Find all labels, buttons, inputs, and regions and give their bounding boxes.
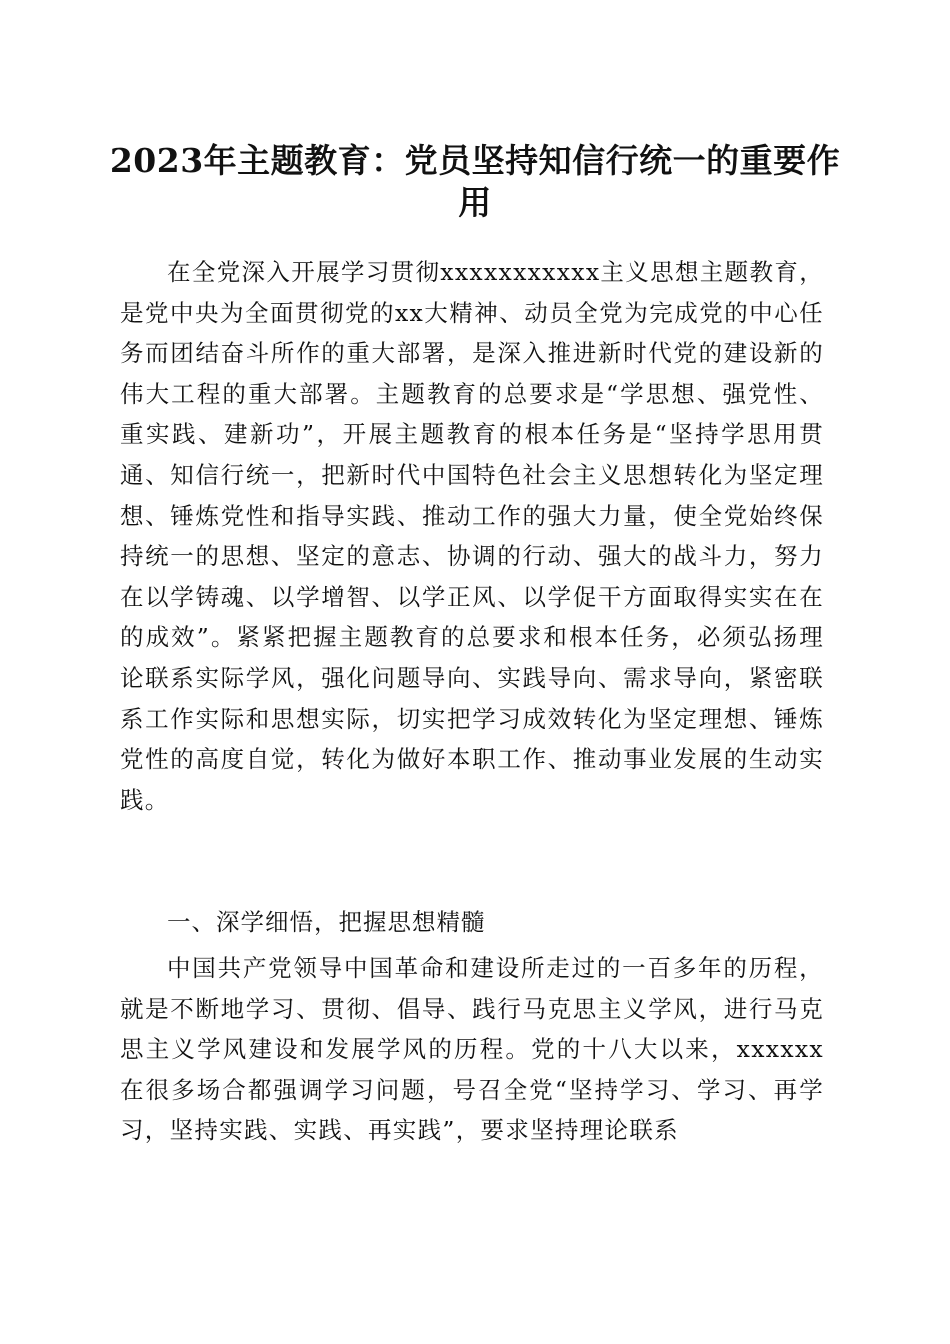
intro-paragraph: 在全党深入开展学习贯彻xxxxxxxxxxx主义思想主题教育，是党中央为全面贯彻党的xx大精神、动员全党为完成党的中心任务而团结奋斗所作的重大部署，是深入推进新时代党的建设新的伟大工程的重大部署。主题教育的总要求是“学思想、强党性、重实践、建新功”，开展主题教育的根本任务是“坚持学思用贯通、知信行统一，把新时代中国特色社会主义思想转化为坚定理想、锤炼党性和指导实践、推动工作的强大力量，使全党始终保持统一的思想、坚定的意志、协调的行动、强大的战斗力，努力在以学铸魂、以学增智、以学正风、以学促干方面取得实实在在的成效”。紧紧把握主题教育的总要求和根本任务，必须弘扬理论联系实际学风，强化问题导向、实践导向、需求导向，紧密联系工作实际和思想实际，切实把学习成效转化为坚定理想、锤炼党性的高度自觉，转化为做好本职工作、推动事业发展的生动实践。 — [120, 258, 824, 814]
section-heading: 一、深学细悟，把握思想精髓 — [167, 908, 486, 936]
section-paragraph: 中国共产党领导中国革命和建设所走过的一百多年的历程，就是不断地学习、贯彻、倡导、践行马克思主义学风，进行马克思主义学风建设和发展学风的历程。党的十八大以来，xxxxxx在很多场合都强调学习问题，号召全党“坚持学习、学习、再学习，坚持实践、实践、再实践”，要求坚持理论联系 — [120, 954, 824, 1145]
document-title: 2023年主题教育：党员坚持知信行统一的重要作用 — [109, 141, 841, 222]
